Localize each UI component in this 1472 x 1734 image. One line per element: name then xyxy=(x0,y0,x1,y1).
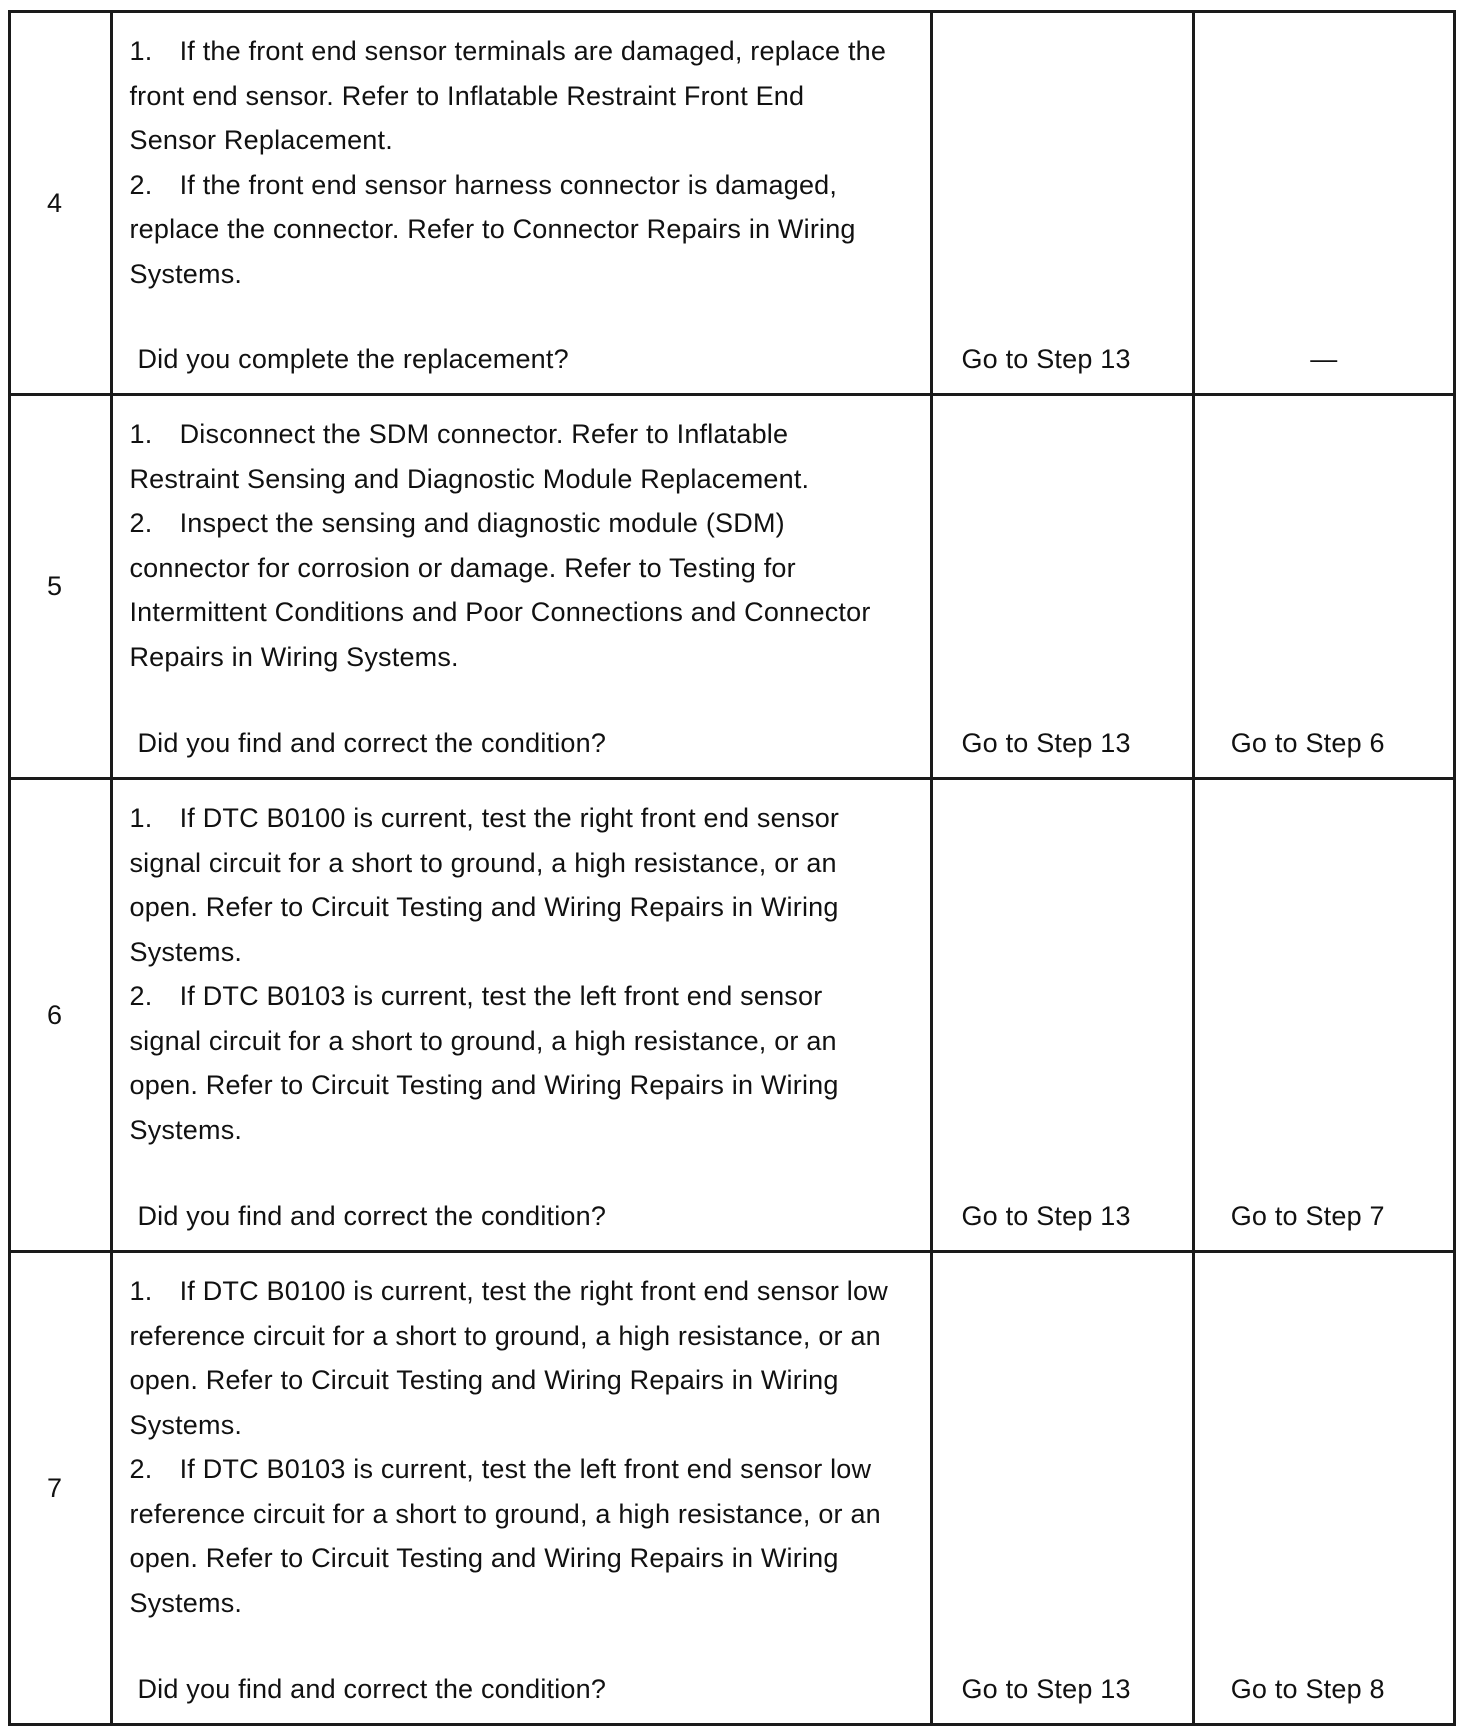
action-item: 1. If DTC B0100 is current, test the right front end sensor signal circuit for a short to ground, a high resistance, or an open. Refer to Circuit Testing and Wiring Repairs in Wiring Systems. xyxy=(129,803,840,967)
step-number: 7 xyxy=(10,1252,112,1725)
action-cell xyxy=(112,12,932,395)
table-row-step-5 xyxy=(10,395,1455,779)
step-number: 6 xyxy=(10,779,112,1252)
table-row-step-6 xyxy=(10,779,1455,1252)
no-cell xyxy=(1193,779,1454,1252)
yes-cell xyxy=(932,1252,1193,1725)
step-question: Did you find and correct the condition? xyxy=(137,727,607,758)
action-item: 1. If the front end sensor terminals are damaged, replace the front end sensor. Refer to Inflatable Restraint Front End Sensor Replacement. xyxy=(129,36,887,155)
no-cell xyxy=(1193,12,1454,395)
yes-action: Go to Step 13 xyxy=(961,727,1131,758)
no-action: Go to Step 8 xyxy=(1230,1673,1385,1704)
step-number: 5 xyxy=(10,395,112,779)
step-question: Did you find and correct the condition? xyxy=(137,1673,607,1704)
yes-cell xyxy=(932,395,1193,779)
step-question: Did you complete the replacement? xyxy=(137,343,569,374)
step-question: Did you find and correct the condition? xyxy=(137,1200,607,1231)
action-item: 2. If DTC B0103 is current, test the left front end sensor signal circuit for a short to ground, a high resistance, or an open. Refer to Circuit Testing and Wiring Repairs in Wiring Systems. xyxy=(129,981,839,1145)
action-item: 2. Inspect the sensing and diagnostic module (SDM) connector for corrosion or damage. Refer to Testing for Intermittent Conditions and Poor Connections and Connector Repairs in Wiring Systems. xyxy=(129,508,871,672)
yes-action: Go to Step 13 xyxy=(961,343,1131,374)
table-row-step-7 xyxy=(10,1252,1455,1725)
no-action: — xyxy=(1310,343,1338,374)
action-item: 2. If DTC B0103 is current, test the left front end sensor low reference circuit for a short to ground, a high resistance, or an open. Refer to Circuit Testing and Wiring Repairs in Wiring Systems. xyxy=(129,1454,881,1618)
action-item: 2. If the front end sensor harness connector is damaged, replace the connector. Refer to Connector Repairs in Wiring Systems. xyxy=(129,169,856,289)
no-cell xyxy=(1193,395,1454,779)
table-row-step-4 xyxy=(10,12,1455,395)
yes-cell xyxy=(932,12,1193,395)
action-item: 1. Disconnect the SDM connector. Refer to Inflatable Restraint Sensing and Diagnostic Module Replacement. xyxy=(129,419,810,494)
step-number: 4 xyxy=(10,12,112,395)
action-cell xyxy=(112,395,932,779)
action-cell xyxy=(112,779,932,1252)
action-cell xyxy=(112,1252,932,1725)
yes-action: Go to Step 13 xyxy=(961,1200,1131,1231)
yes-action: Go to Step 13 xyxy=(961,1673,1131,1704)
yes-cell xyxy=(932,779,1193,1252)
diagnostic-table xyxy=(8,10,1456,1726)
no-cell xyxy=(1193,1252,1454,1725)
no-action: Go to Step 7 xyxy=(1230,1200,1385,1231)
no-action: Go to Step 6 xyxy=(1230,727,1385,758)
action-item: 1. If DTC B0100 is current, test the right front end sensor low reference circuit for a short to ground, a high resistance, or an open. Refer to Circuit Testing and Wiring Repairs in Wiring Systems. xyxy=(129,1276,888,1440)
